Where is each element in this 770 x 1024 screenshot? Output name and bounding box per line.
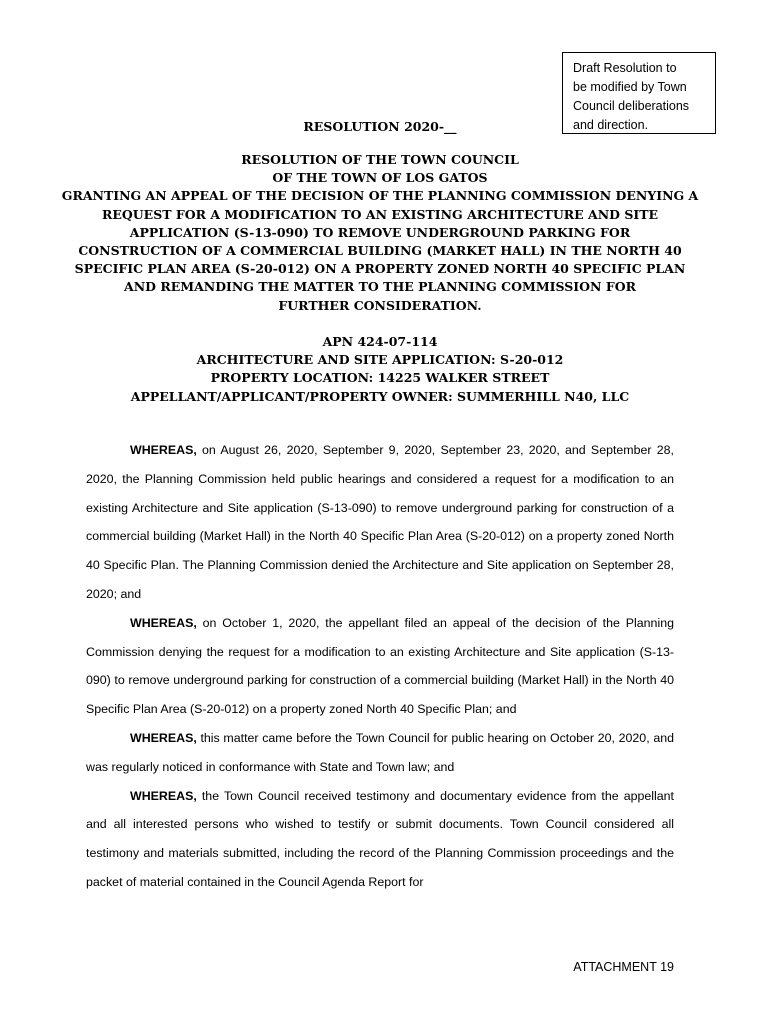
whereas-paragraph xyxy=(86,782,674,897)
draft-note-line: and direction. xyxy=(573,118,649,132)
draft-note-line: be modified by Town xyxy=(573,80,687,94)
draft-note-line: Draft Resolution to xyxy=(573,61,677,75)
paragraph-text: this matter came before the Town Council for public hearing on October 20, 2020, and was regularly noticed in conformance with State and Town law; and xyxy=(86,730,674,774)
whereas-paragraph xyxy=(86,724,674,782)
title-line: REQUEST FOR A MODIFICATION TO AN EXISTING ARCHITECTURE AND SITE xyxy=(101,206,659,222)
application-info xyxy=(60,333,700,406)
paragraph-text: the Town Council received testimony and documentary evidence from the appellant and all interested persons who wished to testify or submit documents. Town Council considered all testimony and materials submitted, including the record of the Planning Commission proceedings and the packet of material contained in the Council Agenda Report for xyxy=(86,788,674,889)
title-line: GRANTING AN APPEAL OF THE DECISION OF THE PLANNING COMMISSION DENYING A xyxy=(61,188,699,204)
paragraph-lead: WHEREAS, xyxy=(130,788,197,803)
property-location-line: PROPERTY LOCATION: 14225 WALKER STREET xyxy=(210,370,550,386)
attachment-label: ATTACHMENT 19 xyxy=(573,960,674,974)
paragraph-lead: WHEREAS, xyxy=(130,730,197,745)
application-line: ARCHITECTURE AND SITE APPLICATION: S-20-012 xyxy=(196,352,564,368)
resolution-title xyxy=(60,151,700,315)
resolution-body xyxy=(86,436,674,897)
title-line: OF THE TOWN OF LOS GATOS xyxy=(272,170,488,186)
title-line: CONSTRUCTION OF A COMMERCIAL BUILDING (MARKET HALL) IN THE NORTH 40 xyxy=(78,243,682,259)
draft-note-line: Council deliberations xyxy=(573,99,690,113)
title-line: SPECIFIC PLAN AREA (S-20-012) ON A PROPERTY ZONED NORTH 40 SPECIFIC PLAN xyxy=(74,261,686,277)
title-line: RESOLUTION OF THE TOWN COUNCIL xyxy=(241,152,519,167)
title-line: FURTHER CONSIDERATION. xyxy=(278,297,482,313)
paragraph-text: on August 26, 2020, September 9, 2020, September 23, 2020, and September 28, 2020, the Planning Commission held public hearings and considered a request for a modification to an existing Architecture and Site application (S-13-090) to remove underground parking for construction of a commercial building (Market Hall) in the North 40 Specific Plan Area (S-20-012) on a property zoned North 40 Specific Plan. The Planning Commission denied the Architecture and Site application on September 28, 2020; and xyxy=(86,443,674,601)
appellant-line: APPELLANT/APPLICANT/PROPERTY OWNER: SUMMERHILL N40, LLC xyxy=(130,388,630,404)
resolution-number: RESOLUTION 2020-__ xyxy=(303,119,457,134)
whereas-paragraph xyxy=(86,436,674,609)
paragraph-lead: WHEREAS, xyxy=(130,443,197,457)
paragraph-lead: WHEREAS, xyxy=(130,615,197,630)
whereas-paragraph xyxy=(86,609,674,724)
apn-line: APN 424-07-114 xyxy=(322,334,438,349)
paragraph-text: on October 1, 2020, the appellant filed an appeal of the decision of the Planning Commission denying the request for a modification to an existing Architecture and Site application (S-13-090) to remove underground parking for construction of a commercial building (Market Hall) in the North 40 Specific Plan Area (S-20-012) on a property zoned North 40 Specific Plan; and xyxy=(86,615,674,717)
title-line: APPLICATION (S-13-090) TO REMOVE UNDERGROUND PARKING FOR xyxy=(129,224,631,240)
title-line: AND REMANDING THE MATTER TO THE PLANNING COMMISSION FOR xyxy=(124,279,636,295)
